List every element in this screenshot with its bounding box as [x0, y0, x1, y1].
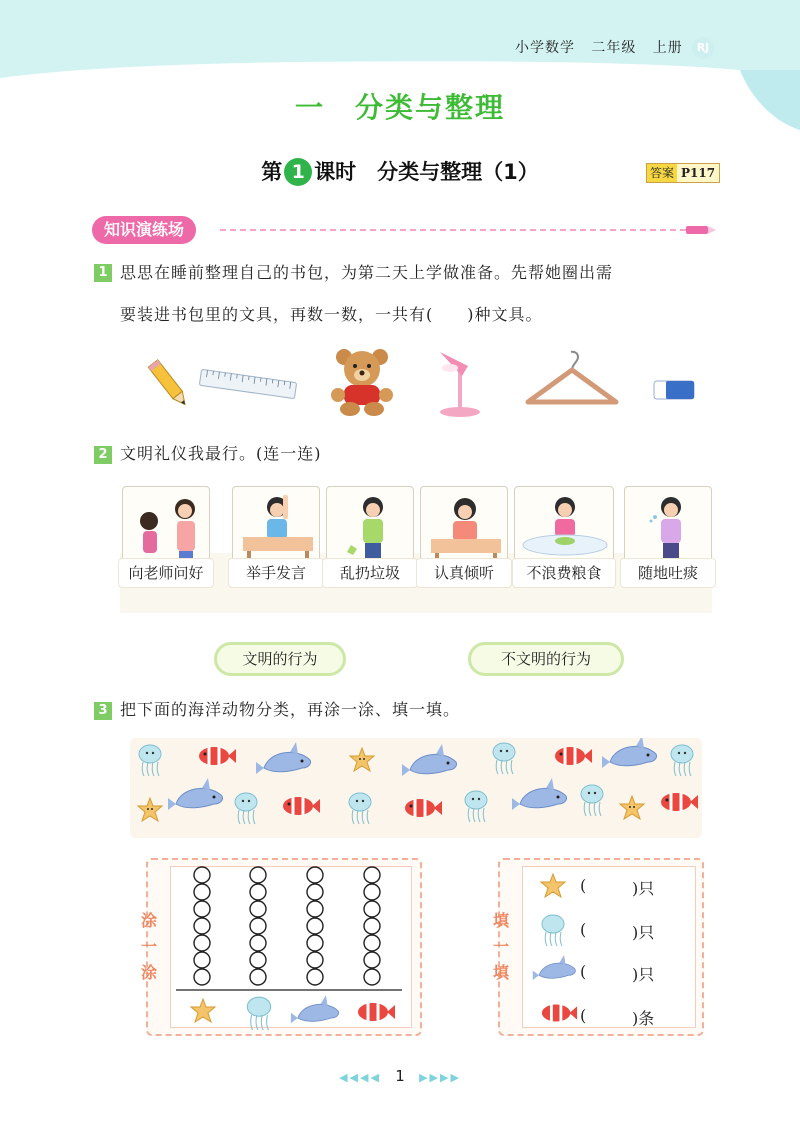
desk-lamp-icon[interactable]: [428, 346, 488, 418]
page-number: 1: [395, 1067, 405, 1085]
lesson-number-badge: 1: [284, 158, 312, 186]
lesson-suffix: 课时 分类与整理（1）: [314, 160, 539, 184]
q3-text: 把下面的海洋动物分类，再涂一涂、填一填。: [120, 700, 461, 719]
edition-badge: RJ: [692, 37, 714, 59]
card-label-spit: 随地吐痰: [620, 558, 716, 588]
card-label-greet: 向老师问好: [118, 558, 214, 588]
next-arrows-icon: ▶▶▶▶: [419, 1071, 461, 1084]
starfish-icon: [186, 996, 220, 1026]
lesson-prefix: 第: [261, 160, 283, 184]
target-civilized[interactable]: 文明的行为: [214, 642, 346, 676]
sea-animals-scene: [130, 738, 702, 838]
fill-row-starfish-open: (: [580, 876, 587, 895]
header-book-info: [515, 37, 710, 57]
dolphin-icon: [290, 994, 346, 1028]
fill-row-starfish-unit[interactable]: )只: [632, 879, 655, 898]
header-grade: 二年级: [591, 40, 637, 56]
card-label-raise-hand: 举手发言: [228, 558, 324, 588]
fill-dolphin-icon: [532, 952, 582, 986]
prev-arrows-icon: ◀◀◀◀: [339, 1071, 381, 1084]
answer-reference[interactable]: [646, 163, 720, 183]
fill-panel-label: 填一填: [492, 911, 509, 982]
unit-title: 一 分类与整理: [294, 91, 505, 124]
hanger-icon[interactable]: [524, 350, 620, 410]
color-panel-label: 涂一涂: [140, 911, 157, 982]
card-label-no-waste: 不浪费粮食: [512, 558, 616, 588]
section-divider: [220, 229, 686, 231]
fill-row-dolphin-unit[interactable]: )只: [632, 965, 655, 984]
answer-page: P117: [681, 166, 716, 180]
ruler-icon[interactable]: [198, 366, 298, 402]
fill-row-dolphin-open: (: [580, 962, 587, 981]
q2-text: 文明礼仪我最行。(连一连): [120, 444, 322, 463]
fill-starfish-icon: [538, 872, 568, 900]
page-footer: [0, 1067, 800, 1085]
pencil-divider-icon: [686, 224, 716, 236]
card-label-litter: 乱扔垃圾: [322, 558, 418, 588]
q1-text-line1: 思思在睡前整理自己的书包，为第二天上学做准备。先帮她圈出需: [120, 263, 614, 282]
q1-text-line2: 要装进书包里的文具，再数一数，一共有( )种文具。: [120, 305, 543, 324]
header-volume: 上册: [652, 40, 683, 56]
card-label-listen: 认真倾听: [416, 558, 512, 588]
section-tag: 知识演练场: [92, 216, 196, 244]
fill-row-clownfish-unit[interactable]: )条: [632, 1009, 655, 1028]
q1-number: 1: [94, 264, 112, 282]
fill-jellyfish-icon: [538, 912, 568, 946]
header-subject: 小学数学: [515, 40, 576, 56]
jellyfish-icon: [242, 994, 276, 1030]
clownfish-icon: [356, 1000, 396, 1024]
answer-label: 答案: [647, 164, 677, 182]
fill-row-jellyfish-open: (: [580, 920, 587, 939]
fill-clownfish-icon: [540, 1002, 578, 1024]
teddy-bear-icon[interactable]: [330, 345, 394, 417]
fill-row-jellyfish-unit[interactable]: )只: [632, 923, 655, 942]
fill-row-clownfish-open: (: [580, 1006, 587, 1025]
pencil-icon[interactable]: [146, 356, 192, 412]
eraser-icon[interactable]: [652, 377, 696, 403]
target-uncivilized[interactable]: 不文明的行为: [468, 642, 624, 676]
q2-number: 2: [94, 446, 112, 464]
q3-number: 3: [94, 702, 112, 720]
